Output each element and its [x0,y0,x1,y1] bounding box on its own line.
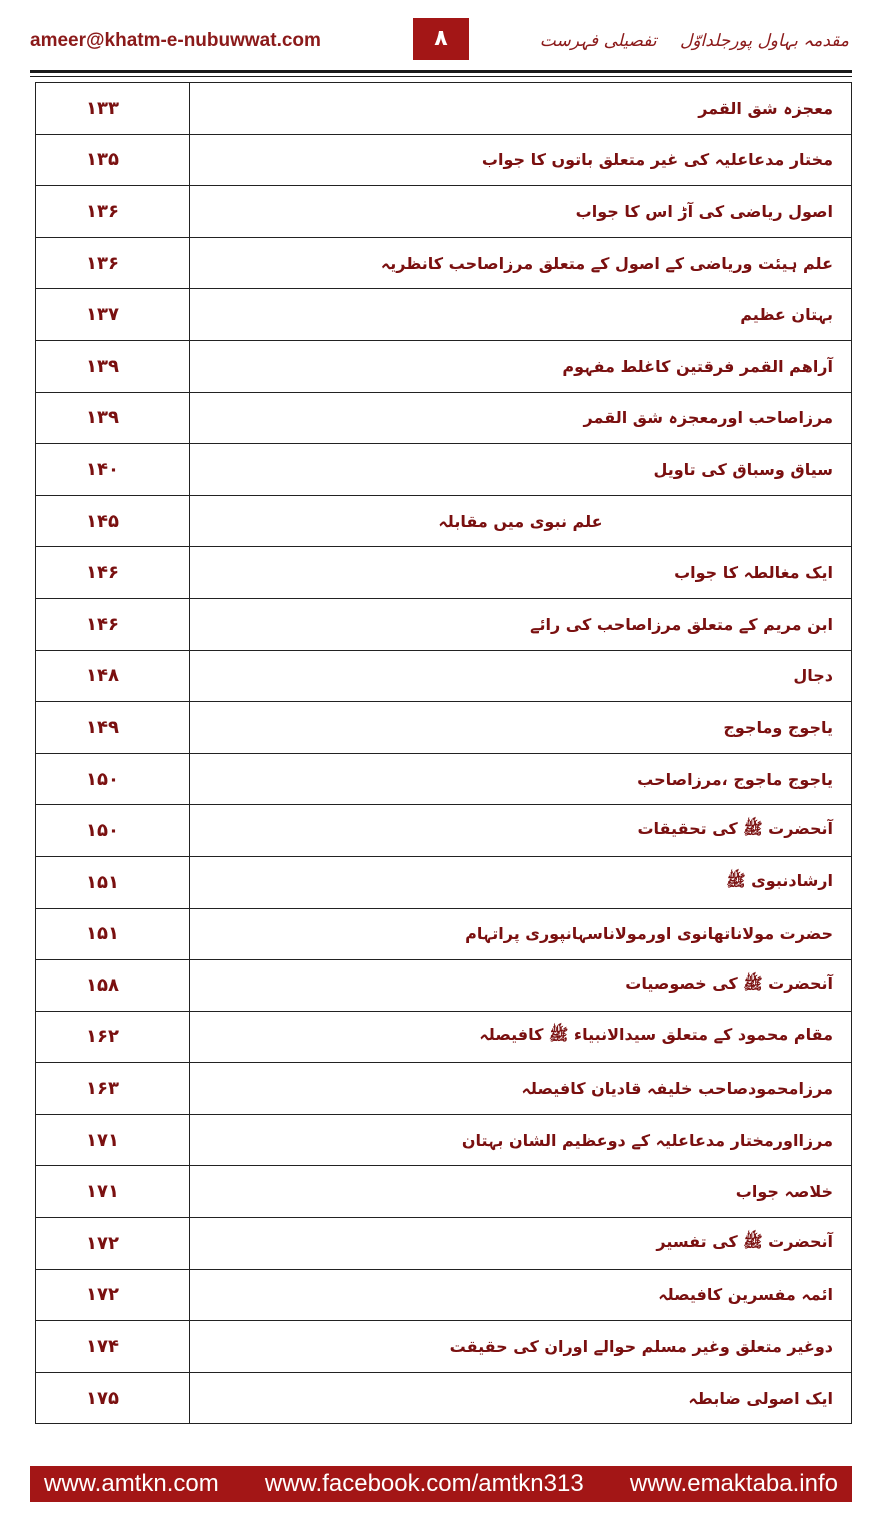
header-rule-thick [30,70,852,73]
topic-cell: آراھم القمر فرقتین کاغلط مفہوم [190,340,852,392]
topic-cell: ابن مریم کے متعلق مرزاصاحب کی رائے [190,598,852,650]
topic-cell: ائمہ مفسرین کافیصلہ [190,1269,852,1321]
table-row [36,702,852,754]
page-number-cell: ۱۴۵ [36,495,190,547]
table-row [36,134,852,186]
topic-cell: علم نبوی میں مقابلہ [190,495,852,547]
page-number-badge: ۸ [413,18,469,60]
page-number-cell: ۱۳۳ [36,83,190,135]
table-row [36,1372,852,1424]
topic-cell: اصول ریاضی کی آڑ اس کا جواب [190,186,852,238]
table-row [36,1269,852,1321]
section-title: تفصیلی فہرست [539,31,657,51]
page-number-cell: ۱۷۴ [36,1321,190,1373]
page-number-cell: ۱۵۰ [36,805,190,857]
table-row [36,340,852,392]
table-row [36,392,852,444]
table-row [36,960,852,1012]
contents-table [35,82,852,1424]
footer-link-facebook[interactable]: www.facebook.com/amtkn313 [264,1470,584,1497]
table-row [36,186,852,238]
table-row [36,1218,852,1270]
page-number-cell: ۱۴۶ [36,547,190,599]
page-number-cell: ۱۳۷ [36,289,190,341]
table-row [36,598,852,650]
table-row [36,495,852,547]
topic-cell: معجزہ شق القمر [190,83,852,135]
topic-cell: خلاصہ جواب [190,1166,852,1218]
table-row [36,753,852,805]
table-row [36,289,852,341]
table-row [36,908,852,960]
page-number-cell: ۱۷۱ [36,1114,190,1166]
page-number-cell: ۱۵۸ [36,960,190,1012]
topic-cell: مرزاصاحب اورمعجزہ شق القمر [190,392,852,444]
topic-cell: بہتان عظیم [190,289,852,341]
topic-cell: مختار مدعاعلیہ کی غیر متعلق باتوں کا جواب [190,134,852,186]
table-row [36,650,852,702]
header-rule-thin [30,76,852,77]
page-number-cell: ۱۴۶ [36,598,190,650]
topic-cell: مرزااورمختار مدعاعلیہ کے دوعظیم الشان بہتان [190,1114,852,1166]
page-number-cell: ۱۳۹ [36,340,190,392]
table-row [36,237,852,289]
email-address: ameer@khatm-e-nubuwwat.com [30,30,321,51]
page-number-cell: ۱۷۲ [36,1218,190,1270]
page-number-cell: ۱۳۵ [36,134,190,186]
page-header [0,0,881,70]
topic-cell: آنحضرت ﷺ کی تفسیر [190,1218,852,1270]
page-number-cell: ۱۴۸ [36,650,190,702]
page-number-cell: ۱۴۹ [36,702,190,754]
running-title [522,30,849,51]
table-row [36,1114,852,1166]
topic-cell: یاجوج ماجوج ،مرزاصاحب [190,753,852,805]
page-number-cell: ۱۳۶ [36,186,190,238]
topic-cell: آنحضرت ﷺ کی خصوصیات [190,960,852,1012]
page-number-cell: ۱۷۱ [36,1166,190,1218]
page-number-cell: ۱۵۱ [36,908,190,960]
table-row [36,547,852,599]
page-number-cell: ۱۴۰ [36,444,190,496]
page-number-cell: ۱۵۰ [36,753,190,805]
page-number-cell: ۱۷۲ [36,1269,190,1321]
page-number-cell: ۱۶۲ [36,1011,190,1063]
footer-link-amtkn[interactable]: www.amtkn.com [44,1470,219,1497]
table-row [36,856,852,908]
page-number-cell: ۱۳۶ [36,237,190,289]
table-row [36,1321,852,1373]
page-number-cell: ۱۶۳ [36,1063,190,1115]
table-row [36,805,852,857]
topic-cell: آنحضرت ﷺ کی تحقیقات [190,805,852,857]
topic-cell: علم ہیئت وریاضی کے اصول کے متعلق مرزاصاحب کانظریہ [190,237,852,289]
topic-cell: حضرت مولاناتھانوی اورمولاناسہانپوری پراتہام [190,908,852,960]
table-row [36,83,852,135]
topic-cell: ایک مغالطہ کا جواب [190,547,852,599]
page-number-cell: ۱۵۱ [36,856,190,908]
topic-cell: دوغیر متعلق وغیر مسلم حوالے اوران کی حقیقت [190,1321,852,1373]
topic-cell: ایک اصولی ضابطہ [190,1372,852,1424]
table-row [36,1063,852,1115]
footer-link-emaktaba[interactable]: www.emaktaba.info [629,1470,838,1497]
topic-cell: ارشادنبوی ﷺ [190,856,852,908]
topic-cell: مقام محمود کے متعلق سیدالانبیاء ﷺ کافیصلہ [190,1011,852,1063]
page-number-cell: ۱۳۹ [36,392,190,444]
table-row [36,1166,852,1218]
topic-cell: یاجوج وماجوج [190,702,852,754]
page-footer [30,1466,852,1502]
page-number-cell: ۱۷۵ [36,1372,190,1424]
table-row [36,1011,852,1063]
topic-cell: مرزامحمودصاحب خلیفہ قادیان کافیصلہ [190,1063,852,1115]
topic-cell: دجال [190,650,852,702]
book-title: مقدمہ بہاول پورجلداوّل [679,31,849,51]
topic-cell: سیاق وسباق کی تاویل [190,444,852,496]
table-row [36,444,852,496]
